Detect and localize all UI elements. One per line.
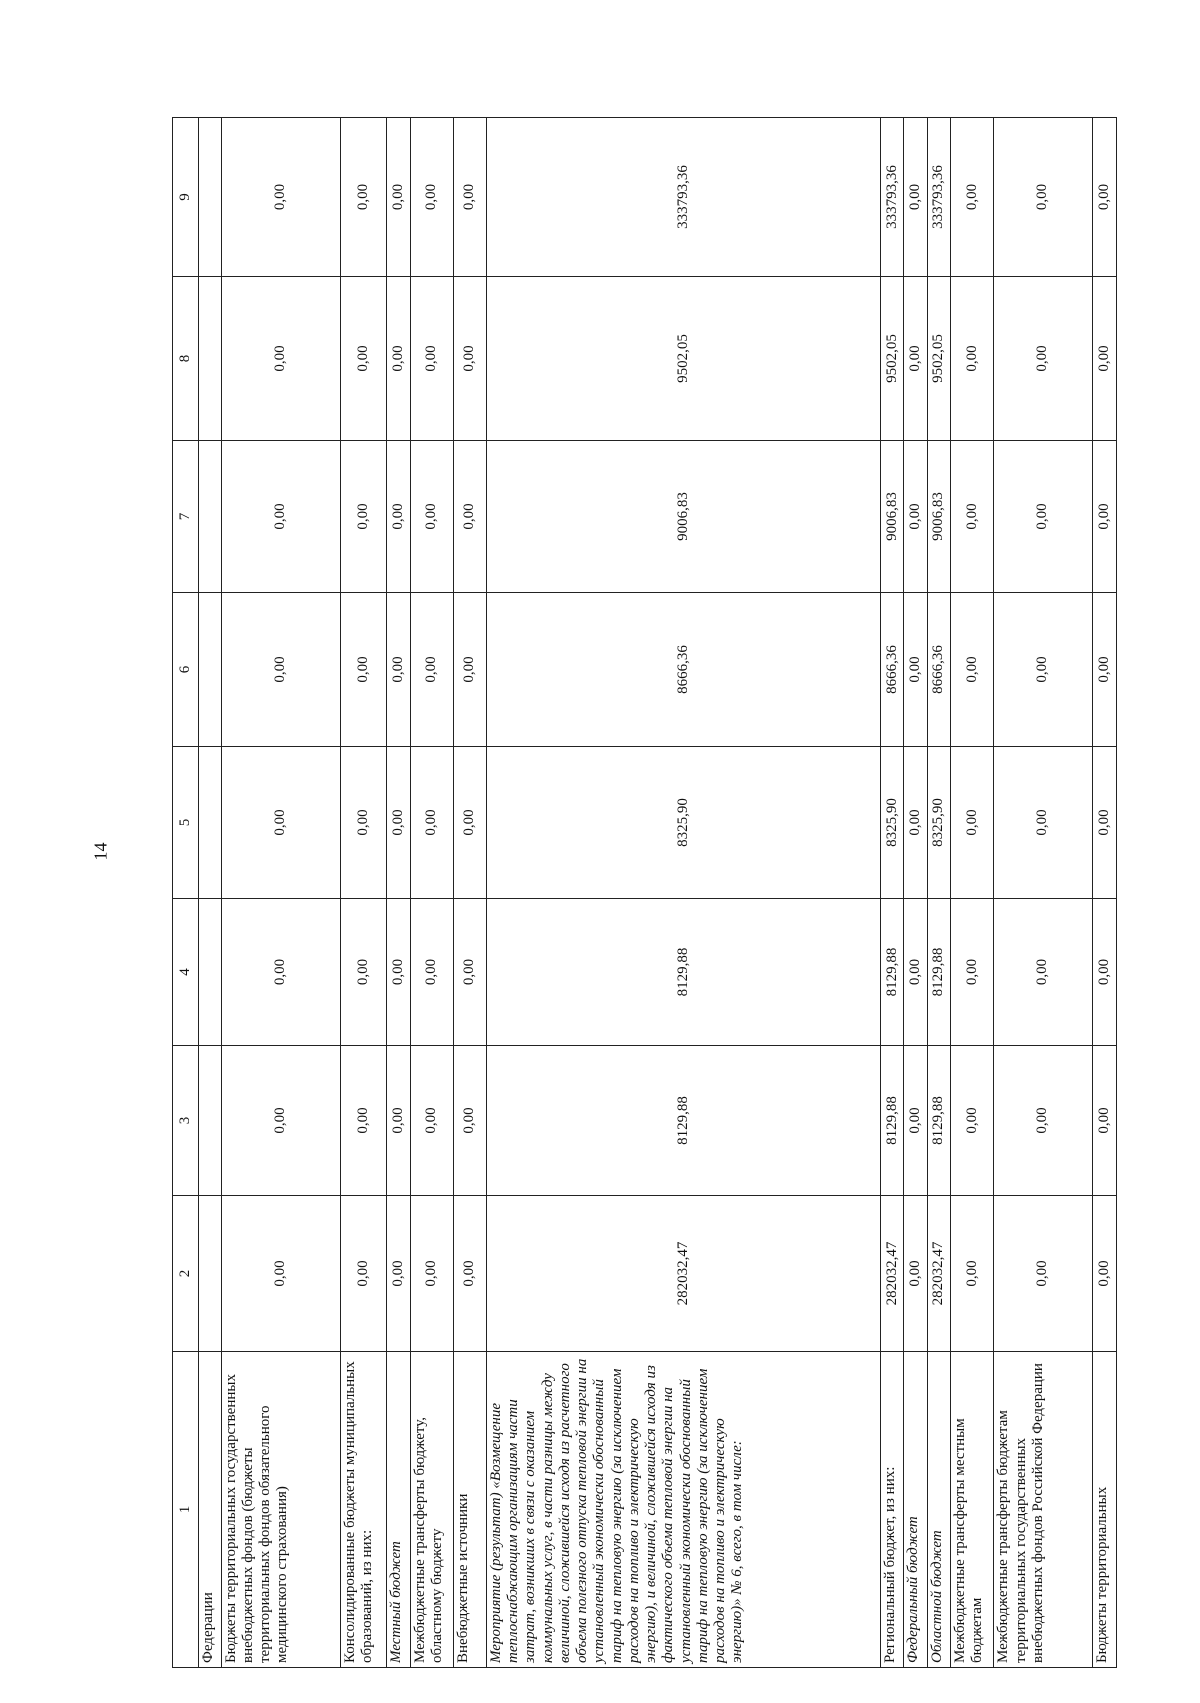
table-cell: 0,00: [410, 593, 453, 747]
column-header: 9: [173, 118, 199, 277]
table-row: [341, 118, 386, 1668]
table-cell: 0,00: [454, 593, 487, 747]
table-cell: 0,00: [1092, 747, 1116, 899]
table-cell: 8129,88: [486, 1046, 880, 1196]
table-cell: 8129,88: [881, 1046, 904, 1196]
table-cell: 0,00: [221, 1196, 340, 1352]
table-cell: 8666,36: [881, 593, 904, 747]
table-cell: 8129,88: [927, 1046, 950, 1196]
row-label: Межбюджетные трансферты бюджетам территориальных государственных внебюджетных фондов Российской Федерации: [994, 1352, 1092, 1668]
table-row: [221, 118, 340, 1668]
table-cell: 282032,47: [881, 1196, 904, 1352]
table-cell: 9502,05: [486, 277, 880, 441]
table-row: [486, 118, 880, 1668]
column-header: 5: [173, 747, 199, 899]
table-cell: 8325,90: [486, 747, 880, 899]
budget-table: [172, 117, 1117, 1668]
table-cell: 0,00: [904, 1046, 927, 1196]
table-cell: 0,00: [341, 1196, 386, 1352]
row-label: Региональный бюджет, из них:: [881, 1352, 904, 1668]
row-label: Федерации: [199, 1352, 221, 1668]
table-cell: 0,00: [454, 118, 487, 277]
table-row: [199, 118, 221, 1668]
table-cell: 0,00: [454, 1196, 487, 1352]
table-cell: 0,00: [904, 118, 927, 277]
table-cell: 0,00: [454, 441, 487, 593]
table-cell: 333793,36: [486, 118, 880, 277]
table-cell: 282032,47: [486, 1196, 880, 1352]
table-cell: 0,00: [1092, 593, 1116, 747]
table-cell: 8325,90: [881, 747, 904, 899]
table-cell: 0,00: [341, 441, 386, 593]
table-cell: 0,00: [386, 747, 410, 899]
rotated-table-sheet: [172, 118, 1117, 1668]
table-cell: 0,00: [410, 1196, 453, 1352]
table-cell: [199, 1196, 221, 1352]
table-cell: 9502,05: [881, 277, 904, 441]
table-cell: 0,00: [386, 441, 410, 593]
row-label: Внебюджетные источники: [454, 1352, 487, 1668]
table-row: [950, 118, 993, 1668]
table-row: [904, 118, 927, 1668]
page-number: 14: [90, 842, 111, 861]
table-cell: [199, 1046, 221, 1196]
table-cell: 0,00: [994, 593, 1092, 747]
table-row: [927, 118, 950, 1668]
table-cell: 0,00: [950, 593, 993, 747]
table-cell: 8129,88: [486, 899, 880, 1046]
column-header: 7: [173, 441, 199, 593]
table-cell: 0,00: [994, 1046, 1092, 1196]
table-cell: 9006,83: [881, 441, 904, 593]
table-cell: 0,00: [341, 1046, 386, 1196]
table-cell: 0,00: [386, 277, 410, 441]
table-cell: [199, 277, 221, 441]
table-cell: 8129,88: [881, 899, 904, 1046]
table-cell: 0,00: [454, 747, 487, 899]
column-header: 3: [173, 1046, 199, 1196]
row-label: Межбюджетные трансферты местным бюджетам: [950, 1352, 993, 1668]
table-row: [454, 118, 487, 1668]
table-cell: 0,00: [904, 441, 927, 593]
table-cell: 0,00: [1092, 277, 1116, 441]
table-cell: 0,00: [341, 899, 386, 1046]
table-cell: 0,00: [454, 899, 487, 1046]
table-cell: 0,00: [994, 441, 1092, 593]
table-cell: 0,00: [454, 277, 487, 441]
row-label: Областной бюджет: [927, 1352, 950, 1668]
table-cell: [199, 441, 221, 593]
table-cell: 0,00: [221, 1046, 340, 1196]
table-cell: 0,00: [994, 747, 1092, 899]
table-cell: 282032,47: [927, 1196, 950, 1352]
table-cell: 0,00: [386, 593, 410, 747]
table-cell: 0,00: [904, 593, 927, 747]
table-cell: [199, 593, 221, 747]
table-cell: 0,00: [341, 593, 386, 747]
table-cell: 333793,36: [881, 118, 904, 277]
table-cell: 0,00: [341, 118, 386, 277]
table-cell: 0,00: [221, 899, 340, 1046]
table-cell: 0,00: [1092, 1196, 1116, 1352]
table-cell: 0,00: [410, 118, 453, 277]
table-cell: 8325,90: [927, 747, 950, 899]
table-cell: 0,00: [994, 1196, 1092, 1352]
row-label: Бюджеты территориальных государственных внебюджетных фондов (бюджеты территориальных фондов обязательного медицинского страхования): [221, 1352, 340, 1668]
table-cell: 0,00: [950, 118, 993, 277]
table-cell: 0,00: [221, 277, 340, 441]
table-cell: 0,00: [904, 1196, 927, 1352]
table-cell: 0,00: [386, 899, 410, 1046]
table-cell: 0,00: [1092, 118, 1116, 277]
table-cell: 0,00: [386, 118, 410, 277]
column-header: 1: [173, 1352, 199, 1668]
table-cell: 0,00: [221, 747, 340, 899]
table-cell: 0,00: [1092, 441, 1116, 593]
table-cell: 0,00: [994, 277, 1092, 441]
column-header: 2: [173, 1196, 199, 1352]
table-cell: 0,00: [410, 441, 453, 593]
row-label: Межбюджетные трансферты бюджету, областному бюджету: [410, 1352, 453, 1668]
table-cell: 9502,05: [927, 277, 950, 441]
row-label: Консолидированные бюджеты муниципальных образований, из них:: [341, 1352, 386, 1668]
table-cell: 8129,88: [927, 899, 950, 1046]
table-cell: 0,00: [341, 747, 386, 899]
table-cell: 0,00: [904, 899, 927, 1046]
table-cell: 0,00: [994, 118, 1092, 277]
table-row: [994, 118, 1092, 1668]
table-cell: [199, 118, 221, 277]
table-cell: 0,00: [950, 1196, 993, 1352]
column-header: 4: [173, 899, 199, 1046]
column-header: 8: [173, 277, 199, 441]
table-cell: 0,00: [341, 277, 386, 441]
table-cell: 333793,36: [927, 118, 950, 277]
column-header: 6: [173, 593, 199, 747]
table-cell: 0,00: [950, 899, 993, 1046]
table-cell: 0,00: [950, 1046, 993, 1196]
table-cell: 0,00: [221, 441, 340, 593]
table-cell: [199, 899, 221, 1046]
table-row: [1092, 118, 1116, 1668]
table-row: [410, 118, 453, 1668]
table-cell: 0,00: [454, 1046, 487, 1196]
table-cell: 0,00: [904, 277, 927, 441]
table-cell: 0,00: [950, 747, 993, 899]
table-cell: 0,00: [1092, 899, 1116, 1046]
row-label: Бюджеты территориальных: [1092, 1352, 1116, 1668]
table-cell: 0,00: [904, 747, 927, 899]
table-cell: 9006,83: [927, 441, 950, 593]
table-header-row: [173, 118, 199, 1668]
table-cell: 8666,36: [927, 593, 950, 747]
table-cell: 0,00: [950, 277, 993, 441]
table-cell: 9006,83: [486, 441, 880, 593]
table-cell: 0,00: [386, 1196, 410, 1352]
table-row: [881, 118, 904, 1668]
table-cell: 0,00: [410, 747, 453, 899]
table-cell: 0,00: [410, 899, 453, 1046]
table-cell: 0,00: [994, 899, 1092, 1046]
table-cell: 0,00: [950, 441, 993, 593]
table-cell: 8666,36: [486, 593, 880, 747]
table-cell: 0,00: [386, 1046, 410, 1196]
row-label: Федеральный бюджет: [904, 1352, 927, 1668]
table-cell: [199, 747, 221, 899]
table-cell: 0,00: [410, 277, 453, 441]
table-cell: 0,00: [221, 118, 340, 277]
row-label: Мероприятие (результат) «Возмещение теплоснабжающим организациям части затрат, возникших в связи с оказанием коммунальных услуг, в части разницы между величиной, сложившейся исходя из расчетного объема полезного отпуска тепловой энергии на установленный экономически обоснованный тариф на тепловую энергию (за исключением расходов на топливо и электрическую энергию), и величиной, сложившейся исходя из фактического объема тепловой энергии на установленный экономически обоснованный тариф на тепловую энергию (за исключением расходов на топливо и электрическую энергию)» № 6, всего, в том числе:: [486, 1352, 880, 1668]
row-label: Местный бюджет: [386, 1352, 410, 1668]
table-cell: 0,00: [221, 593, 340, 747]
table-cell: 0,00: [1092, 1046, 1116, 1196]
table-cell: 0,00: [410, 1046, 453, 1196]
table-row: [386, 118, 410, 1668]
